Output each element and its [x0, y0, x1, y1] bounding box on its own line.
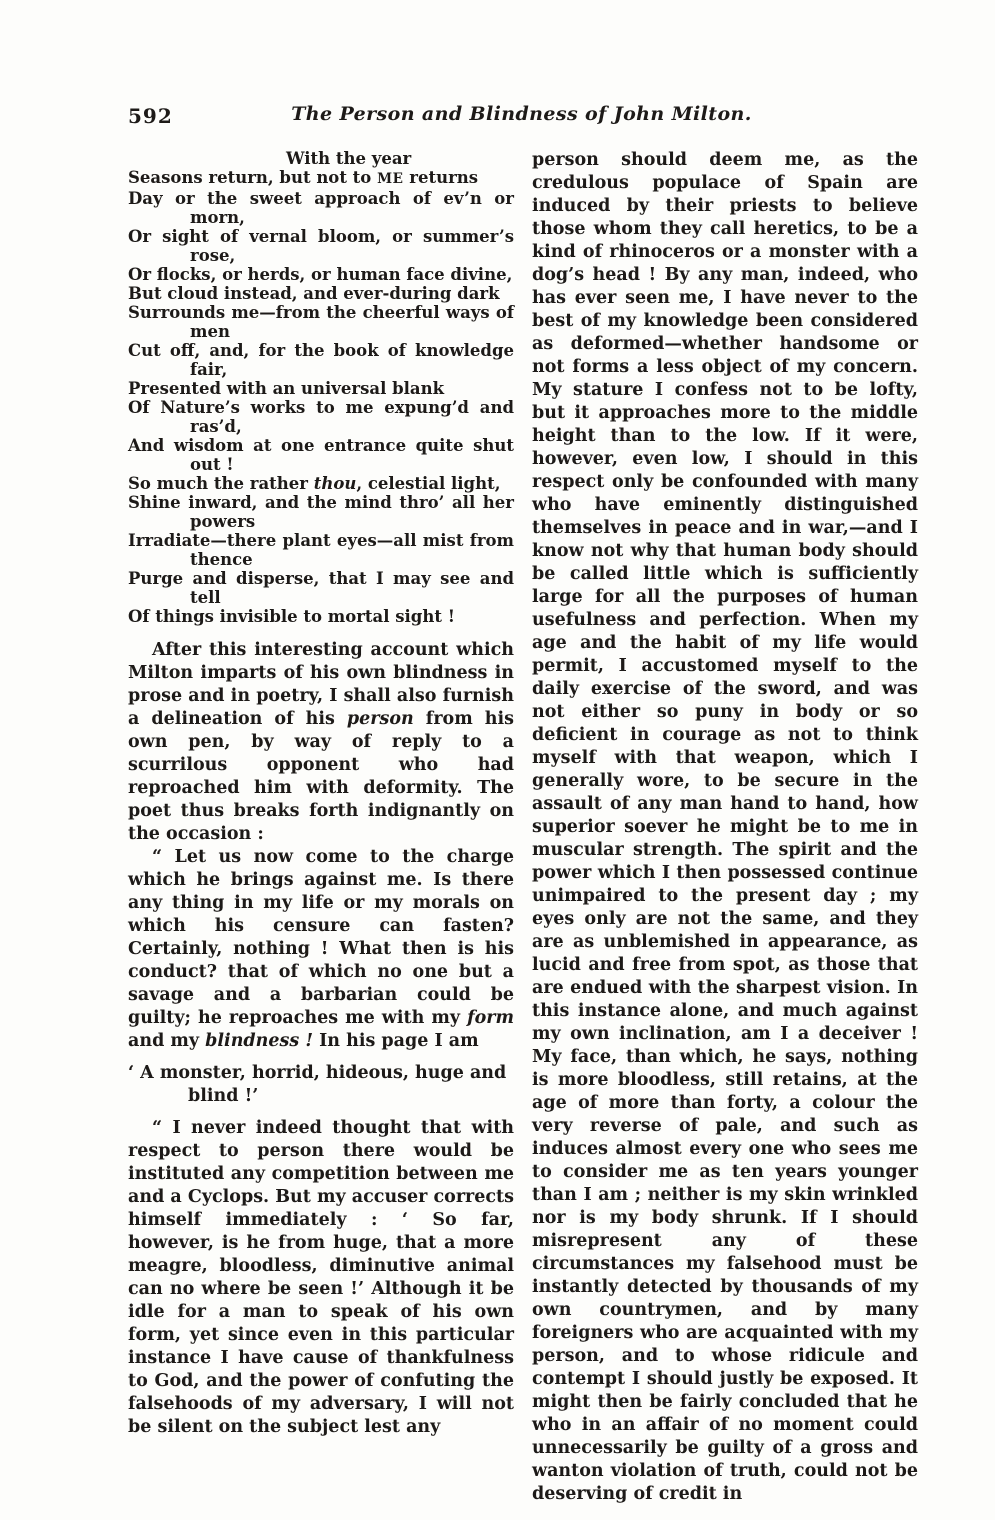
poem-line: [128, 607, 514, 626]
text-segment: Of Nature’s works to me expung’d and ras’d,: [128, 398, 514, 436]
poem-line: [128, 341, 514, 379]
text-segment: Shine inward, and the mind thro’ all her powers: [128, 493, 514, 531]
text-segment: Or sight of vernal bloom, or summer’s rose,: [128, 227, 514, 265]
poem-line: [128, 265, 514, 284]
right-column: [532, 149, 918, 1506]
text-segment: Purge and disperse, that I may see and tell: [128, 569, 514, 607]
poem-line: [128, 531, 514, 569]
text-segment: Or flocks, or herds, or human face divine,: [128, 265, 513, 284]
paragraph-continuation: person should deem me, as the credulous populace of Spain are induced by their priests to believe those whom they call heretics, to be a kind of rhinoceros or a monster with a dog’s head ! By any man, indeed, who has ever seen me, I have never to the best of my knowledge been considered as deformed—whether handsome or not forms a less object of my concern. My stature I confess not to be lofty, but it approaches more to the middle height than to the low. If it were, however, even low, I should in this respect only be confounded with many who have eminently distinguished themselves in peace and in war,—and I know not why that human body should be called little which is sufficiently large for all the purposes of human usefulness and perfection. When my age and the habit of my life would permit, I accustomed myself to the daily exercise of the sword, and was not either so puny in body or so deficient in courage as not to think myself with that weapon, which I generally wore, to be secure in the assault of any man hand to hand, how superior soever he might be to me in muscular strength. The spirit and the power which I then possessed continue unimpaired to the present day ; my eyes only are not the same, and they are as unblemished in appearance, as lucid and free from spot, as those that are endued with the sharpest vision. In this instance alone, and much against my own inclination, am I a deceiver ! My face, than which, he says, nothing is more bloodless, still retains, at the age of more than forty, a colour the very reverse of pale, and such as induces almost every one who sees me to consider me as ten years younger than I am ; neither is my skin wrinkled nor is my body shrunk. If I should misrepresent any of these circumstances my falsehood must be instantly detected by thousands of my own countrymen, and by many foreigners who are acquainted with my person, and to whose ridicule and contempt I should justly be exposed. It might then be fairly concluded that he who in an affair of no moment could unnecessarily be guilty of a gross and wanton violation of truth, could not be deserving of credit in: [532, 150, 918, 1504]
paragraph-never-indeed: [128, 1117, 514, 1439]
poem-opening-fragment: With the year: [286, 149, 412, 168]
text-segment: blindness !: [205, 1031, 314, 1051]
text-segment: Surrounds me—from the cheerful ways of men: [128, 303, 514, 341]
text-segment: And wisdom at one entrance quite shut out !: [128, 436, 514, 474]
text-segment: Irradiate—there plant eyes—all mist from thence: [128, 531, 514, 569]
text-segment: and my: [128, 1031, 206, 1051]
text-segment: Day or the sweet approach of ev’n or morn,: [128, 189, 514, 227]
poem-line: [128, 569, 514, 607]
poem-line: [128, 168, 514, 189]
text-segment: Seasons return, but not to: [128, 168, 378, 187]
text-segment: In his page I am: [313, 1031, 479, 1051]
page-header: [128, 103, 915, 133]
milton-poem-excerpt: [128, 149, 514, 626]
page-title: The Person and Blindness of John Milton.: [291, 103, 752, 125]
paragraph-let-us-come: [128, 846, 514, 1053]
poem-line: [128, 189, 514, 227]
poem-line: [128, 284, 514, 303]
text-segment: “ I never indeed thought that with respect to person there would be instituted any competition between me and a Cyclops. But my accuser corrects himself immediately : ‘ So far, however, is he from huge, that a more meagre, bloodless, diminutive animal can no where be seen !’ Although it be idle for a man to speak of his own form, yet since even in this particular instance I have cause of thankfulness to God, and the power of confuting the falsehoods of my adversary, I will not be silent on the subject lest any: [128, 1118, 514, 1437]
poem-line: [128, 493, 514, 531]
text-columns: [128, 149, 918, 1506]
text-segment: Cut off, and, for the book of knowledge fair,: [128, 341, 514, 379]
poem-line: [128, 398, 514, 436]
text-segment: thou: [313, 474, 357, 493]
monster-quote: ‘ A monster, horrid, hideous, huge and blind !’: [128, 1063, 507, 1106]
poem-line: [128, 474, 514, 493]
text-segment: person: [346, 709, 414, 729]
text-segment: But cloud instead, and ever-during dark: [128, 284, 500, 303]
text-segment: , celestial light,: [356, 474, 501, 493]
text-segment: Of things invisible to mortal sight !: [128, 607, 455, 626]
text-segment: form: [467, 1008, 514, 1028]
text-segment: After this interesting account which Milton imparts of his own blindness in prose and in poetry, I shall also furnish a delineation of his: [128, 640, 514, 729]
text-segment: returns: [403, 168, 479, 187]
left-column: [128, 149, 514, 1506]
text-segment: So much the rather: [128, 474, 314, 493]
text-segment: ME: [377, 171, 404, 187]
poem-line: [128, 436, 514, 474]
page-number: 592: [128, 104, 173, 128]
text-segment: “ Let us now come to the charge which he brings against me. Is there any thing in my life or my morals on which his censure can fasten? Certainly, nothing ! What then is his conduct? that of which no one but a savage and a barbarian could be guilty; he reproaches me with my: [128, 847, 514, 1028]
paragraph-after-account: [128, 639, 514, 846]
poem-line: [128, 379, 514, 398]
text-segment: from his own pen, by way of reply to a scurrilous opponent who had reproached him with deformity. The poet thus breaks forth indignantly on the occasion :: [128, 709, 514, 844]
text-segment: Presented with an universal blank: [128, 379, 445, 398]
poem-line: [128, 303, 514, 341]
poem-line: [128, 227, 514, 265]
